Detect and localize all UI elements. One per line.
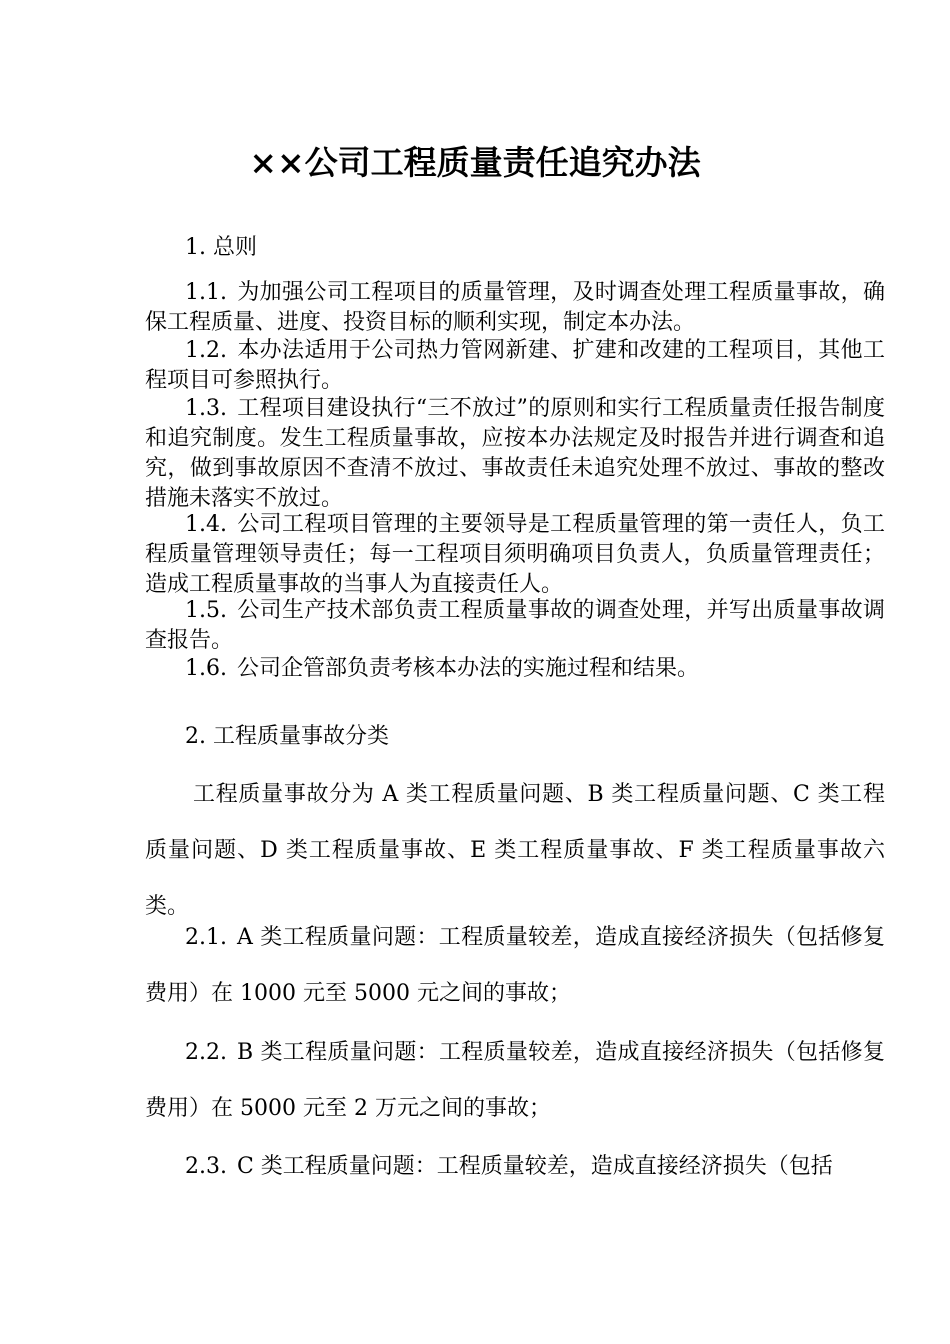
- clause-number: 2.2.: [185, 1040, 227, 1065]
- clause-2-2: [145, 1025, 885, 1137]
- clause-number: 1.4.: [185, 512, 227, 537]
- clause-text: A 类工程质量问题：工程质量较差，造成直接经济损失（包括修复费用）在 1000 元至 5000 元之间的事故；: [145, 925, 885, 1006]
- clause-text: 公司企管部负责考核本办法的实施过程和结果。: [236, 656, 699, 681]
- clause-text: 为加强公司工程项目的质量管理，及时调查处理工程质量事故，确保工程质量、进度、投资目标的顺利实现，制定本办法。: [145, 280, 885, 335]
- clause-number: 1.6.: [185, 656, 227, 681]
- clause-2-1: [145, 910, 885, 1022]
- clause-1-4: [145, 510, 885, 600]
- clause-text: B 类工程质量问题：工程质量较差，造成直接经济损失（包括修复费用）在 5000 元至 2 万元之间的事故；: [145, 1040, 885, 1121]
- clause-number: 1.5.: [185, 598, 227, 623]
- section-2-heading: 2. 工程质量事故分类: [185, 724, 389, 749]
- clause-text: 公司生产技术部负责工程质量事故的调查处理，并写出质量事故调查报告。: [145, 598, 885, 653]
- clause-1-5: [145, 596, 885, 656]
- clause-2-3: [145, 1139, 885, 1195]
- clause-text: 本办法适用于公司热力管网新建、扩建和改建的工程项目，其他工程项目可参照执行。: [145, 338, 885, 393]
- clause-number: 1.2.: [185, 338, 227, 363]
- section-2-intro: 工程质量事故分为 A 类工程质量问题、B 类工程质量问题、C 类工程质量问题、D 类工程质量事故、E 类工程质量事故、F 类工程质量事故六类。: [145, 782, 885, 919]
- section-1-heading: 1. 总则: [185, 235, 257, 260]
- clause-1-2: [145, 336, 885, 396]
- clause-number: 2.3.: [185, 1154, 227, 1179]
- clause-1-6: [145, 654, 885, 684]
- clause-text: C 类工程质量问题：工程质量较差，造成直接经济损失（包括: [236, 1154, 833, 1179]
- clause-number: 1.3.: [185, 396, 227, 421]
- document-title: ××公司工程质量责任追究办法: [249, 143, 701, 182]
- clause-number: 2.1.: [185, 925, 227, 950]
- clause-text: 公司工程项目管理的主要领导是工程质量管理的第一责任人，负工程质量管理领导责任；每一工程项目须明确项目负责人，负质量管理责任；造成工程质量事故的当事人为直接责任人。: [145, 512, 885, 597]
- clause-1-1: [145, 278, 885, 338]
- clause-1-3: [145, 394, 885, 514]
- clause-number: 1.1.: [185, 280, 227, 305]
- clause-text: 工程项目建设执行“三不放过”的原则和实行工程质量责任报告制度和追究制度。发生工程质量事故，应按本办法规定及时报告并进行调查和追究，做到事故原因不查清不放过、事故责任未追究处理不放过、事故的整改措施未落实不放过。: [145, 396, 885, 511]
